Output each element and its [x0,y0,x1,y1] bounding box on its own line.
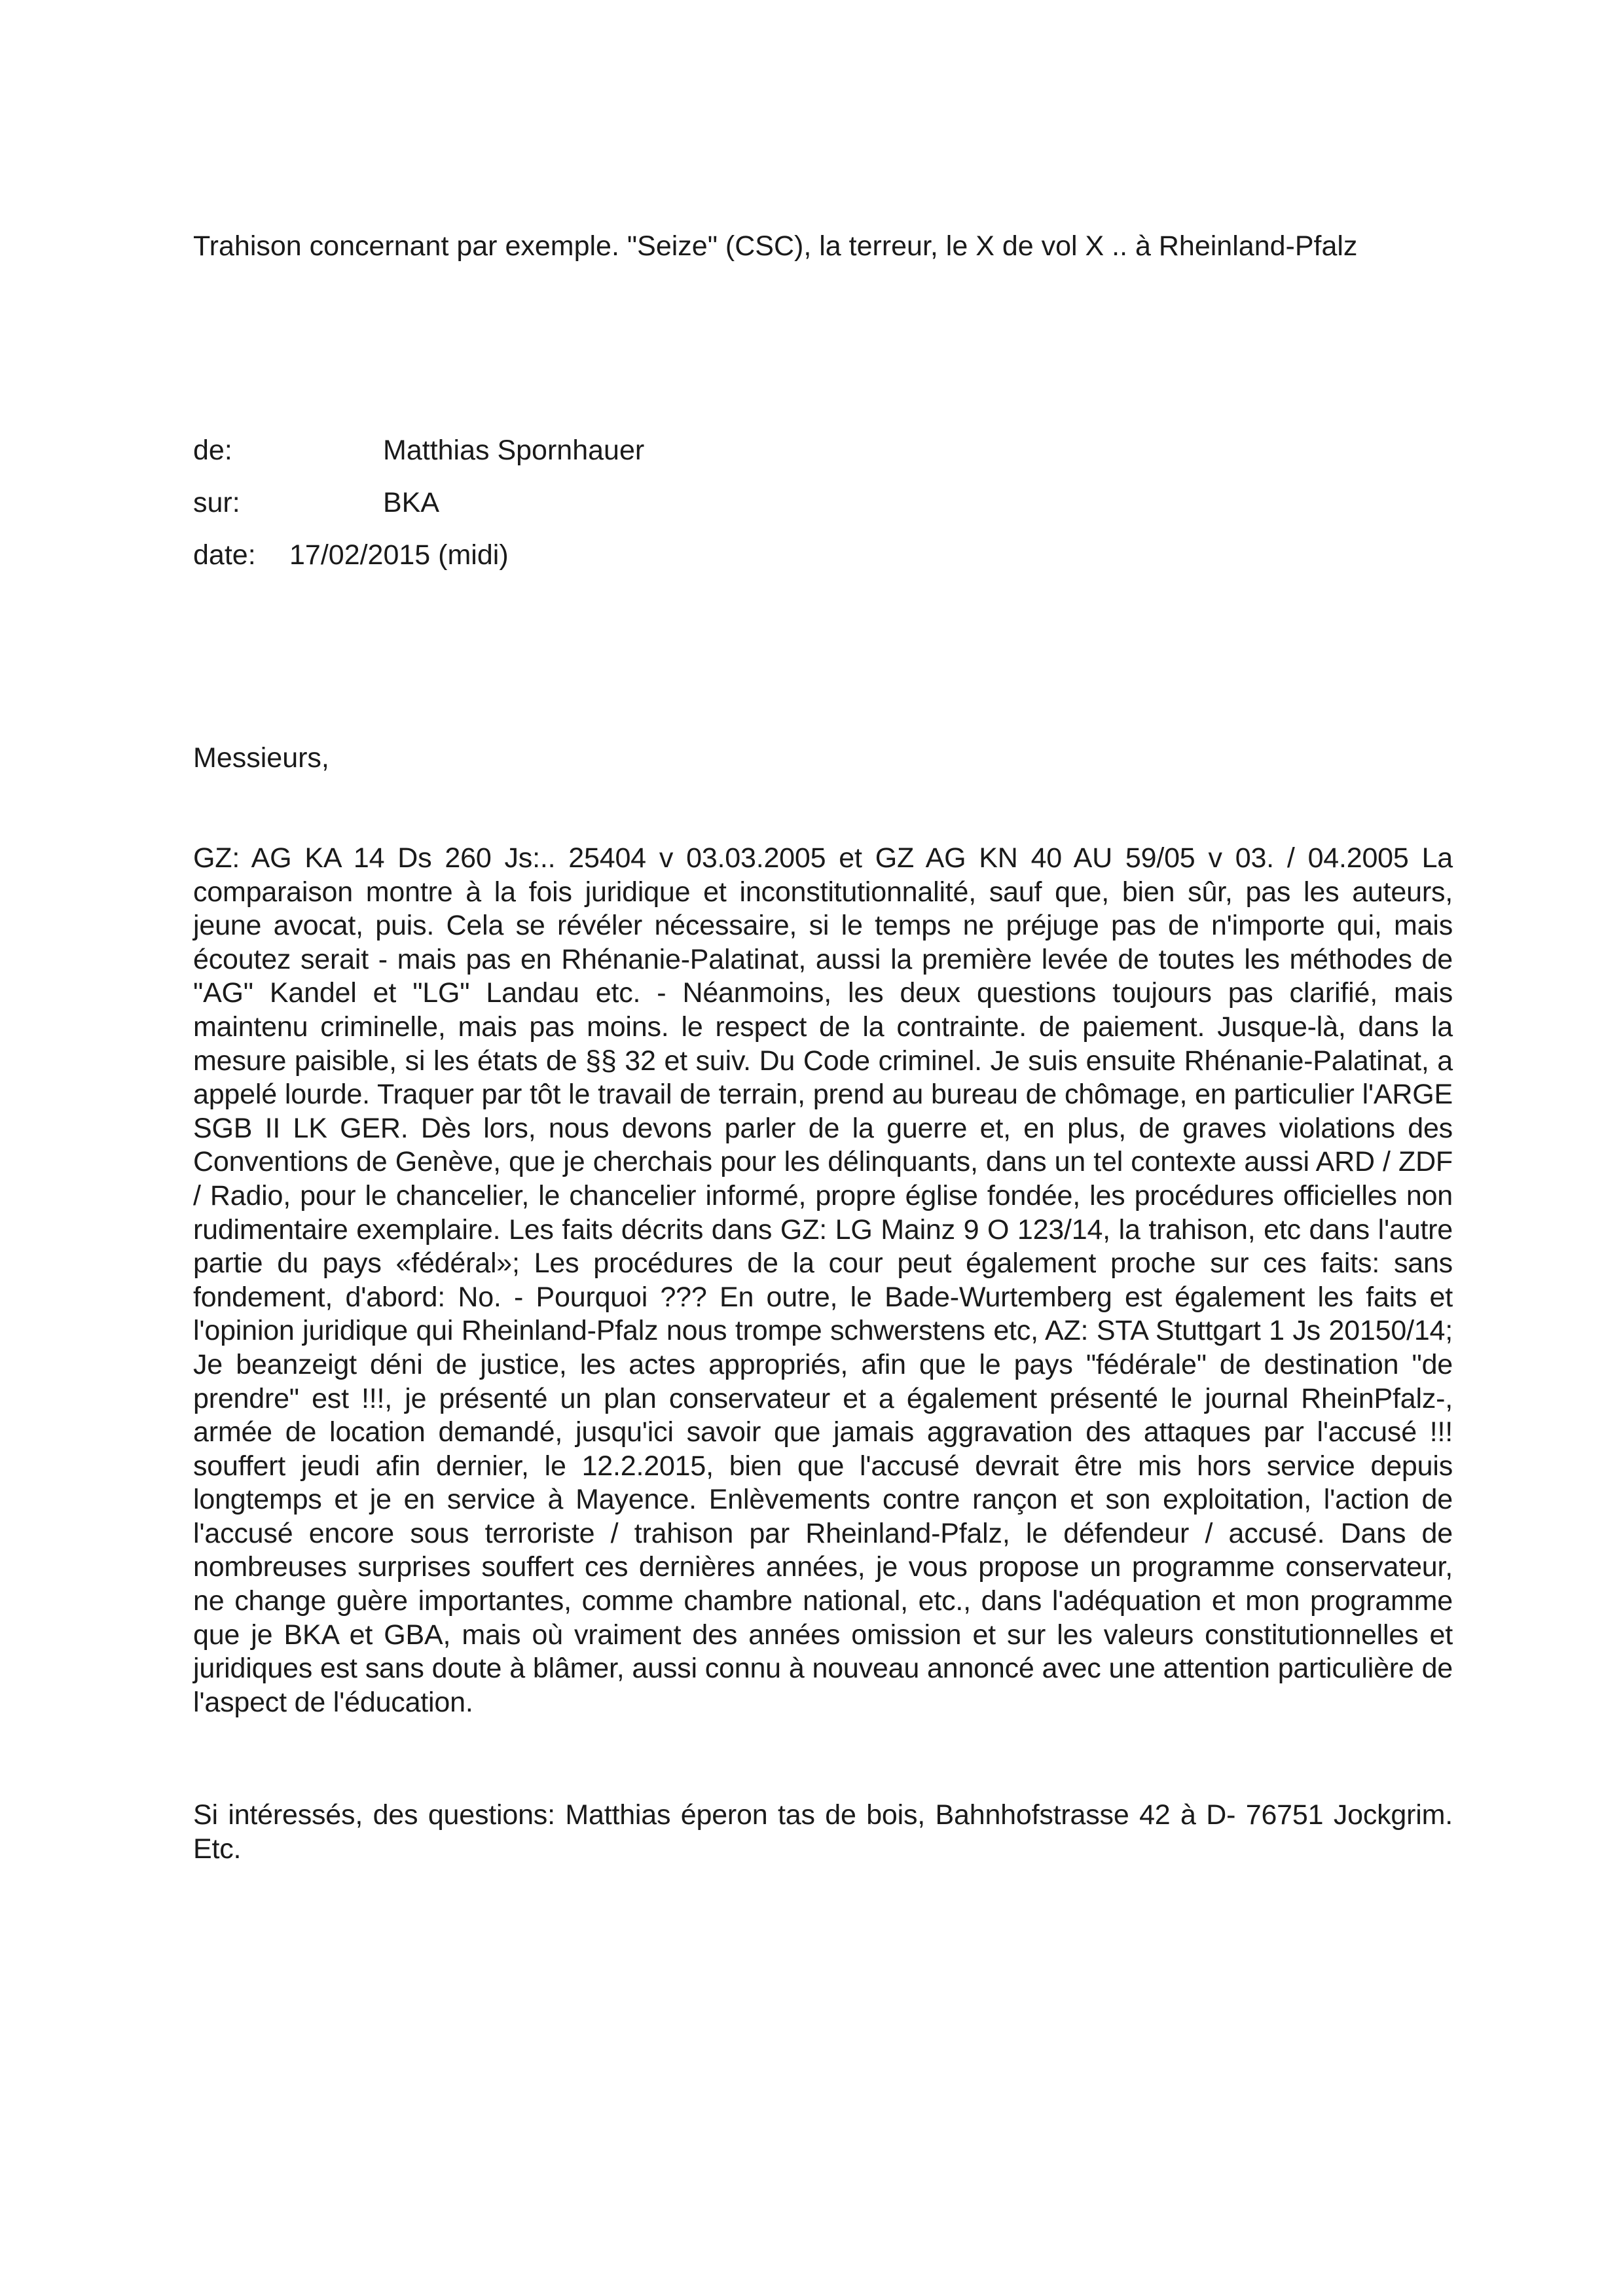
contact-paragraph: Si intéressés, des questions: Matthias éperon tas de bois, Bahnhofstrasse 42 à D- 76751 Jockgrim. Etc. [193,1799,1453,1865]
salutation: Messieurs, [193,742,329,774]
date-label: date: [193,539,256,571]
to-label: sur: [193,487,240,518]
from-value: Matthias Spornhauer [383,435,645,466]
document-subject: Trahison concernant par exemple. "Seize" (CSC), la terreur, le X de vol X .. à Rheinland-Pfalz [193,230,1358,262]
to-value: BKA [383,487,440,518]
body-paragraph: GZ: AG KA 14 Ds 260 Js:.. 25404 v 03.03.2005 et GZ AG KN 40 AU 59/05 v 03. / 04.2005 La comparaison montre à la fois juridique et inconstitutionnalité, sauf que, bien sûr, pas les auteurs, jeune avocat, puis. Cela se révéler nécessaire, si le temps ne préjuge pas de n'importe qui, mais écoutez serait - mais pas en Rhénanie-Palatinat, aussi la première levée de toutes les méthodes de "AG" Kandel et "LG" Landau etc. - Néanmoins, les deux questions toujours pas clarifié, mais maintenu criminelle, mais pas moins. le respect de la contrainte. de paiement. Jusque-là, dans la mesure paisible, si les états de §§ 32 et suiv. Du Code criminel. Je suis ensuite Rhénanie-Palatinat, a appelé lourde. Traquer par tôt le travail de terrain, prend au bureau de chômage, en particulier l'ARGE SGB II LK GER. Dès lors, nous devons parler de la guerre et, en plus, de graves violations des Conventions de Genève, que je cherchais pour les délinquants, dans un tel contexte aussi ARD / ZDF / Radio, pour le chancelier, le chancelier informé, propre église fondée, les procédures officielles non rudimentaire exemplaire. Les faits décrits dans GZ: LG Mainz 9 O 123/14, la trahison, etc dans l'autre partie du pays «fédéral»; Les procédures de la cour peut également proche sur ces faits: sans fondement, d'abord: No. - Pourquoi ??? En outre, le Bade-Wurtemberg est également les faits et l'opinion juridique qui Rheinland-Pfalz nous trompe schwerstens etc, AZ: STA Stuttgart 1 Js 20150/14; Je beanzeigt déni de justice, les actes appropriés, afin que le pays "fédérale" de destination "de prendre" est !!!, je présenté un plan conservateur et a également présenté le journal RheinPfalz-, armée de location demandé, jusqu'ici savoir que jamais aggravation des attaques par l'accusé !!! souffert jeudi afin dernier, le 12.2.2015, bien que l'accusé devrait être mis hors service depuis longtemps et je en service à Mayence. Enlèvements contre rançon et son exploitation, l'action de l'accusé encore sous terroriste / trahison par Rheinland-Pfalz, le défendeur / accusé. Dans de nombreuses surprises souffert ces dernières années, je vous propose un programme conservateur, ne change guère importantes, comme chambre national, etc., dans l'adéquation et mon programme que je BKA et GBA, mais où vraiment des années omission et sur les valeurs constitutionnelles et juridiques est sans doute à blâmer, aussi connu à nouveau annoncé avec une attention particulière de l'aspect de l'éducation. [193,842,1453,1718]
from-label: de: [193,435,232,466]
date-value: 17/02/2015 (midi) [289,539,509,571]
